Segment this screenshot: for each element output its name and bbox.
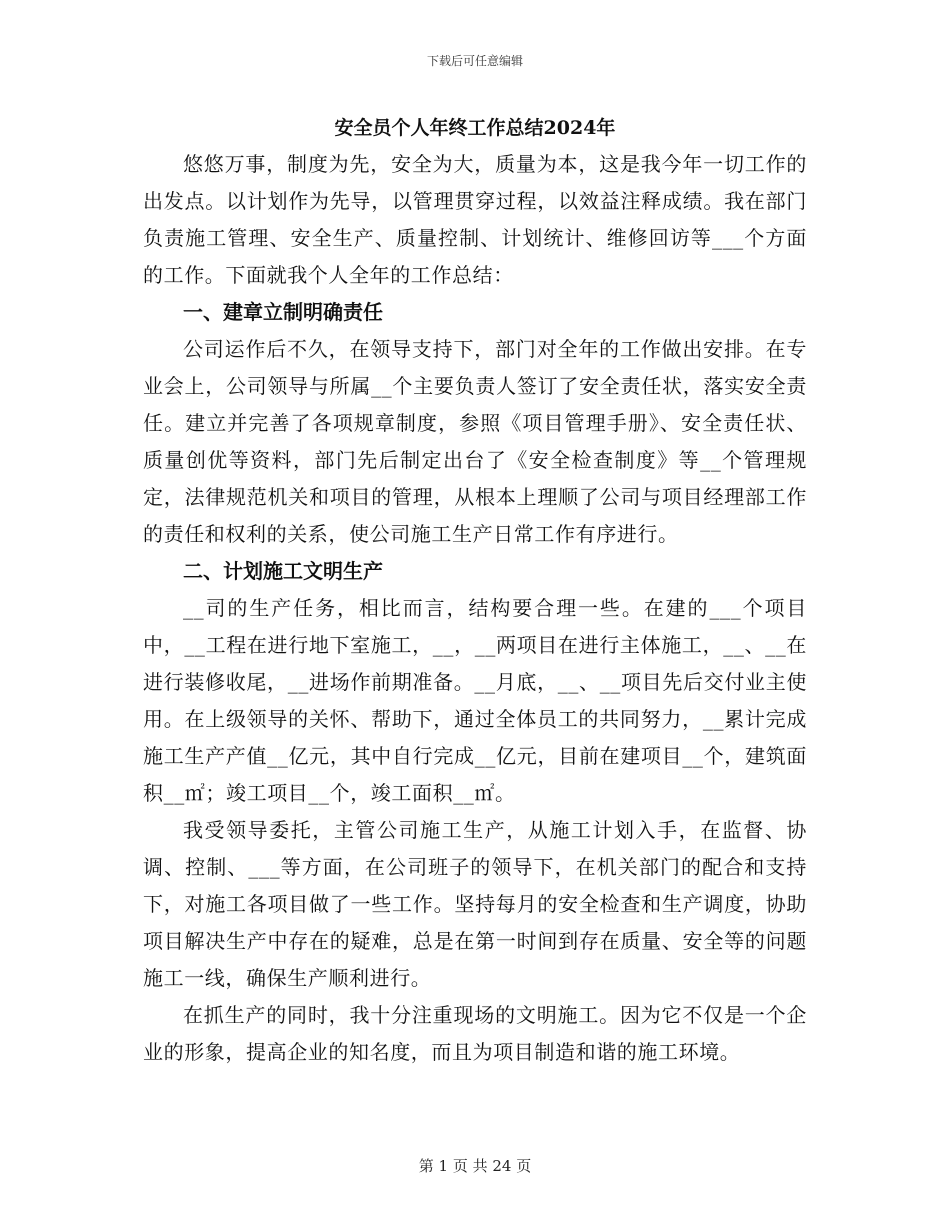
paragraph-section-2b: 我受领导委托，主管公司施工生产，从施工计划入手，在监督、协调、控制、___等方面，在公司班子的领导下，在机关部门的配合和支持下，对施工各项目做了一些工作。坚持每月的安全检查和生产调度，协助项目解决生产中存在的疑难，总是在第一时间到存在质量、安全等的问题施工一线，确保生产顺利进行。 xyxy=(143,818,807,990)
paragraph-section-1: 公司运作后不久，在领导支持下，部门对全年的工作做出安排。在专业会上，公司领导与所属__个主要负责人签订了安全责任状，落实安全责任。建立并完善了各项规章制度，参照《项目管理手册》、安全责任状、质量创优等资料，部门先后制定出台了《安全检查制度》等__个管理规定，法律规范机关和项目的管理，从根本上理顺了公司与项目经理部工作的责任和权利的关系，使公司施工生产日常工作有序进行。 xyxy=(143,337,807,546)
document-body xyxy=(143,110,807,1071)
section-heading-2: 二、计划施工文明生产 xyxy=(183,559,383,583)
section-heading-1: 一、建章立制明确责任 xyxy=(183,300,383,324)
paragraph-section-2c: 在抓生产的同时，我十分注重现场的文明施工。因为它不仅是一个企业的形象，提高企业的知名度，而且为项目制造和谐的施工环境。 xyxy=(143,1003,807,1064)
document-title: 安全员个人年终工作总结2024年 xyxy=(334,117,616,139)
page-footer: 第 1 页 共 24 页 xyxy=(418,1157,532,1175)
paragraph-section-2a: __司的生产任务，相比而言，结构要合理一些。在建的___个项目中，__工程在进行地下室施工，__，__两项目在进行主体施工，__、__在进行装修收尾，__进场作前期准备。__月底，__、__项目先后交付业主使用。在上级领导的关怀、帮助下，通过全体员工的共同努力，__累计完成施工生产产值__亿元，其中自行完成__亿元，目前在建项目__个，建筑面积__㎡；竣工项目__个，竣工面积__㎡。 xyxy=(143,596,807,805)
paragraph-intro: 悠悠万事，制度为先，安全为大，质量为本，这是我今年一切工作的出发点。以计划作为先导，以管理贯穿过程，以效益注释成绩。我在部门负责施工管理、安全生产、质量控制、计划统计、维修回访等___个方面的工作。下面就我个人全年的工作总结： xyxy=(143,152,807,287)
header-note: 下载后可任意编辑 xyxy=(426,54,523,68)
